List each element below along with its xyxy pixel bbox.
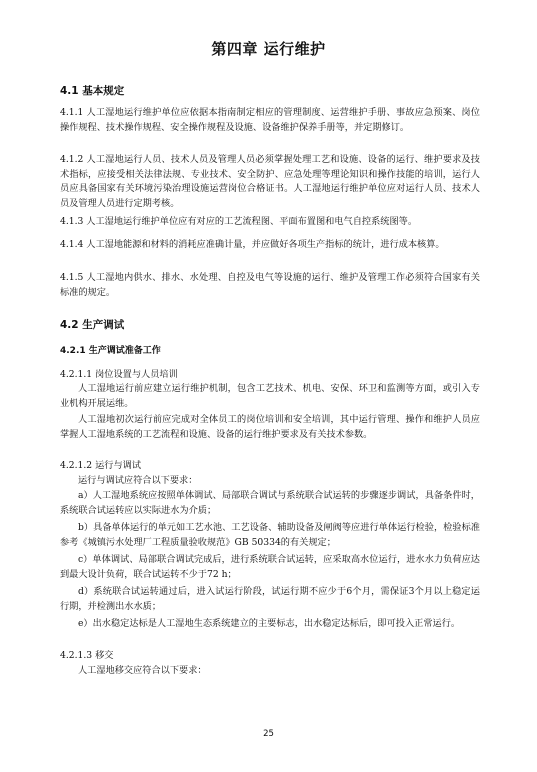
clause-4-1-3: 4.1.3 人工湿地运行维护单位应有对应的工艺流程图、平面布置图和电气自控系统图等。 <box>60 216 418 227</box>
clause-4-1-1: 4.1.1 人工湿地运行维护单位应依据本指南制定相应的管理制度、运营维护手册、事故应急预案、岗位操作规程、技术操作规程、安全操作规程及设施、设备维护保养手册等，并定期修订。 <box>60 107 480 133</box>
clause-4-1-5: 4.1.5 人工湿地内供水、排水、水处理、自控及电气等设施的运行、维护及管理工作必须符合国家有关标准的规定。 <box>60 272 480 298</box>
clause-4-2-1-1-para-2: 人工湿地初次运行前应完成对全体员工的岗位培训和安全培训，其中运行管理、操作和维护人员应掌握人工湿地系统的工艺流程和设施、设备的运行维护要求及有关技术参数。 <box>60 414 480 440</box>
clause-4-2-1-3-intro: 人工湿地移交应符合以下要求： <box>78 665 207 676</box>
clause-4-2-1-2-item-c: c）单体调试、局部联合调试完成后，进行系统联合试运转，应采取高水位运行，进水水力负荷应达到最大设计负荷，联合试运转不少于72 h； <box>60 554 480 580</box>
clause-4-2-1-2-item-e: e）出水稳定达标是人工湿地生态系统建立的主要标志，出水稳定达标后，即可投入正常运行。 <box>78 618 461 629</box>
clause-4-1-2: 4.1.2 人工湿地运行人员、技术人员及管理人员必须掌握处理工艺和设施、设备的运行、维护要求及技术指标，应接受相关法律法规、专业技术、安全防护、应急处理等理论知识和操作技能的培训，运行人员应具备国家有关环境污染治理设施运营岗位合格证书。人工湿地运行维护单位应对运行人员、技术人员及管理人员进行定期考核。 <box>60 154 480 209</box>
clause-4-2-1-2-item-d: d）系统联合试运转通过后，进入试运行阶段，试运行期不应少于6个月，需保证3个月以上稳定运行期，并检测出水水质； <box>60 586 480 612</box>
clause-title-4-2-1-2: 4.2.1.2 运行与调试 <box>60 460 142 471</box>
clause-4-1-4: 4.1.4 人工湿地能源和材料的消耗应准确计量，并应做好各项生产指标的统计，进行成本核算。 <box>60 239 445 250</box>
section-heading-4-1: 4.1 基本规定 <box>60 85 125 97</box>
clause-4-2-1-2-item-b: b）具备单体运行的单元如工艺水池、工艺设备、辅助设备及闸阀等应进行单体运行检验，检验标准参考《城镇污水处理厂工程质量验收规范》GB 50334的有关规定； <box>60 522 480 548</box>
page-number: 25 <box>263 729 274 739</box>
section-heading-4-2: 4.2 生产调试 <box>60 319 125 331</box>
subsection-heading-4-2-1: 4.2.1 生产调试准备工作 <box>60 346 161 356</box>
clause-title-4-2-1-3: 4.2.1.3 移交 <box>60 650 114 661</box>
chapter-title: 第四章 运行维护 <box>211 40 326 58</box>
clause-4-2-1-1-para-1: 人工湿地运行前应建立运行维护机制，包含工艺技术、机电、安保、环卫和监测等方面，或引入专业机构开展运维。 <box>60 383 480 409</box>
clause-title-4-2-1-1: 4.2.1.1 岗位设置与人员培训 <box>60 369 178 380</box>
clause-4-2-1-2-item-a: a）人工湿地系统应按照单体调试、局部联合调试与系统联合试运转的步骤逐步调试，具备条件时，系统联合试运转应以实际进水为介质； <box>60 490 480 516</box>
clause-4-2-1-2-intro: 运行与调试应符合以下要求： <box>78 475 198 486</box>
